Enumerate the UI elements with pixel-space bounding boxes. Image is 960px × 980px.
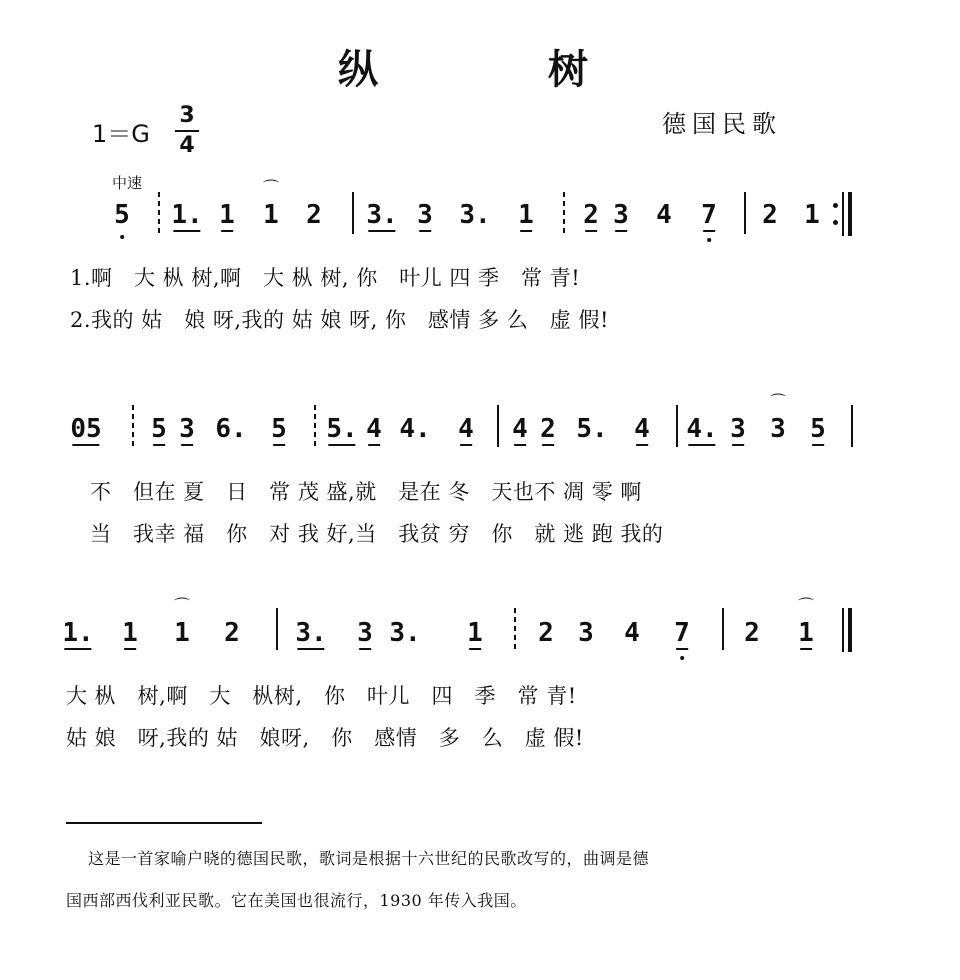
barline [352,192,354,234]
barline [514,608,516,650]
note: 3. [295,618,327,648]
note: 1 [219,200,235,230]
note: 2 [583,200,599,230]
barline [158,192,160,234]
note: 2 [306,200,322,230]
note: 1 [518,200,534,230]
note: 4 [512,414,528,444]
time-signature [175,104,199,158]
footnote-line-2: 国西部西伐利亚民歌。它在美国也很流行，1930 年传入我国。 [66,891,527,910]
note: 3 [578,618,594,648]
lyric-verse-1: 大 枞 树,啊 大 枞树, 你 叶儿 四 季 常 青! [66,684,577,708]
note: 7 [701,200,717,230]
note: 4. [686,414,718,444]
note: 3 [730,414,746,444]
note: 3. [459,200,491,230]
note: 3. [389,618,421,648]
note: 3 [179,414,195,444]
lyric-verse-1: 1.啊 大 枞 树,啊 大 枞 树, 你 叶儿 四 季 常 青! [70,266,581,290]
note: 5. [576,414,608,444]
note: 5 [810,414,826,444]
key-signature: 1＝G [92,120,150,148]
note: 5 [114,200,130,230]
repeat-dot-icon [833,203,838,208]
note: 5 [151,414,167,444]
note: 3 [770,414,786,444]
note: 4. [399,414,431,444]
barline [722,608,724,650]
fermata-icon: ⌒ [769,392,787,411]
note: 3. [366,200,398,230]
lyric-verse-2: 2.我的 姑 娘 呀,我的 姑 娘 呀, 你 感情 多 么 虚 假! [70,308,609,332]
footnote-divider [66,822,262,824]
note: 4 [634,414,650,444]
note: 5 [271,414,287,444]
note: 2 [540,414,556,444]
note: 3 [417,200,433,230]
fermata-icon: ⌒ [797,596,815,615]
note: 4 [366,414,382,444]
time-signature-line [175,130,199,132]
note: 3 [357,618,373,648]
barline [563,192,565,234]
composer-attribution: 德国民歌 [662,110,782,138]
note: 4 [656,200,672,230]
barline [744,192,746,234]
note: 2 [744,618,760,648]
end-repeat-barline [842,192,854,236]
note: 1 [804,200,820,230]
note: 4 [458,414,474,444]
song-title: 纵 树 [338,47,590,93]
note: 1. [62,618,94,648]
barline [851,405,853,447]
footnote-line-1: 这是一首家喻户晓的德国民歌，歌词是根据十六世纪的民歌改写的，曲调是德 [88,849,650,868]
note: 4 [624,618,640,648]
note: 2 [224,618,240,648]
note: 2 [538,618,554,648]
note: 1 [263,200,279,230]
note: 7 [674,618,690,648]
barline [132,405,134,447]
fermata-icon: ⌒ [173,596,191,615]
lyric-verse-2: 当 我幸 福 你 对 我 好,当 我贫 穷 你 就 逃 跑 我的 [90,522,664,546]
tempo-marking: 中速 [112,174,143,192]
barline [497,405,499,447]
lyric-verse-2: 姑 娘 呀,我的 姑 娘呀, 你 感情 多 么 虚 假! [66,726,584,750]
note: 1 [122,618,138,648]
note: 05 [70,414,102,444]
barline [314,405,316,447]
note: 5. [326,414,358,444]
barline [676,405,678,447]
note: 6. [215,414,247,444]
fermata-icon: ⌒ [262,178,280,197]
note: 2 [762,200,778,230]
note: 1 [174,618,190,648]
final-barline [842,608,854,652]
note: 1 [467,618,483,648]
time-signature-bottom: 4 [179,133,195,158]
lyric-verse-1: 不 但在 夏 日 常 茂 盛,就 是在 冬 天也不 凋 零 啊 [90,480,642,504]
note: 3 [613,200,629,230]
note: 1 [798,618,814,648]
barline [276,608,278,650]
note: 1. [171,200,203,230]
time-signature-top: 3 [179,103,195,128]
repeat-dot-icon [833,220,838,225]
